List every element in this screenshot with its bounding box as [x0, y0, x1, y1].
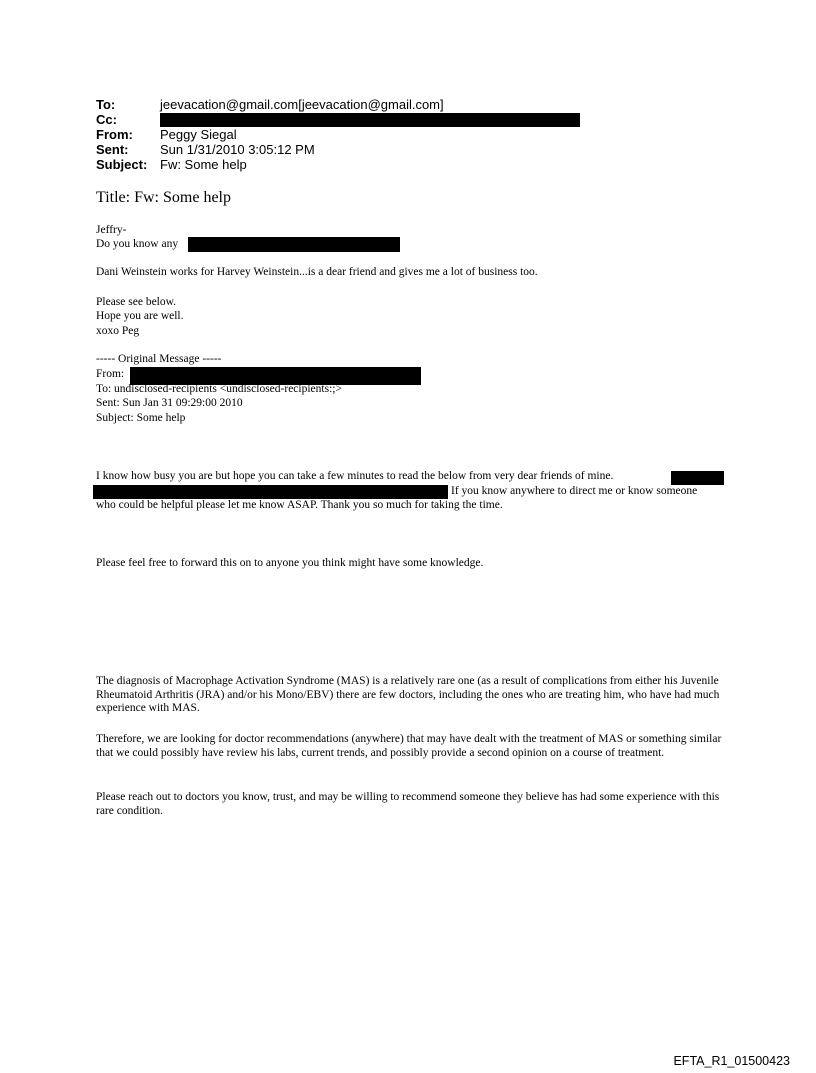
therefore-paragraph: Therefore, we are looking for doctor recommendations (anywhere) that may have dealt with the treatment of MAS or something similar that we could possibly have review his labs, current trends, and possibly provide a second opinion on a course of treatment.: [96, 733, 722, 759]
sent-value: Sun 1/31/2010 3:05:12 PM: [160, 142, 315, 157]
question-line: Do you know any: [96, 238, 179, 250]
sent-label: Sent:: [96, 142, 129, 157]
cc-row: [96, 112, 160, 127]
from-value: Peggy Siegal: [160, 127, 237, 142]
sent-row: [96, 142, 315, 157]
signoff-line: xoxo Peg: [96, 325, 140, 337]
question-redaction: [188, 237, 400, 252]
cc-label: Cc:: [96, 112, 117, 127]
see-below-line: Please see below.: [96, 296, 177, 308]
cc-redaction: [160, 113, 580, 127]
document-title: Title: Fw: Some help: [96, 189, 231, 206]
document-id: EFTA_R1_01500423: [673, 1054, 790, 1068]
subject-label: Subject:: [96, 157, 148, 172]
to-row: [96, 97, 444, 112]
intro-line-2: If you know anywhere to direct me or know someone: [451, 485, 698, 497]
from-label: From:: [96, 127, 133, 142]
intro-line-3: who could be helpful please let me know ASAP. Thank you so much for taking the time.: [96, 499, 503, 511]
subject-value: Fw: Some help: [160, 157, 247, 172]
subject-row: [96, 157, 247, 172]
original-subject-line: Subject: Some help: [96, 412, 186, 424]
greeting: Jeffry-: [96, 224, 127, 236]
original-sent-line: Sent: Sun Jan 31 09:29:00 2010: [96, 397, 243, 409]
dani-line: Dani Weinstein works for Harvey Weinstein...is a dear friend and gives me a lot of business too.: [96, 266, 538, 278]
original-from-line: From:: [96, 368, 125, 380]
intro-redaction-1: [671, 471, 724, 485]
to-label: To:: [96, 97, 116, 112]
hope-line: Hope you are well.: [96, 310, 184, 322]
original-message-divider: ----- Original Message -----: [96, 353, 222, 365]
forward-line: Please feel free to forward this on to anyone you think might have some knowledge.: [96, 557, 484, 569]
intro-line-1: I know how busy you are but hope you can take a few minutes to read the below from very dear friends of mine.: [96, 470, 614, 482]
from-row: [96, 127, 237, 142]
intro-redaction-2: [93, 485, 448, 499]
reach-out-paragraph: Please reach out to doctors you know, trust, and may be willing to recommend someone they believe has had some experience with this rare condition.: [96, 791, 720, 817]
original-to-line: To: undisclosed-recipients <undisclosed-recipients:;>: [96, 383, 342, 395]
to-value: jeevacation@gmail.com[jeevacation@gmail.com]: [160, 97, 444, 112]
diagnosis-paragraph: The diagnosis of Macrophage Activation Syndrome (MAS) is a relatively rare one (as a result of complications from either his Juvenile Rheumatoid Arthritis (JRA) and/or his Mono/EBV) there are few doctors, including the ones who are treating him, who have had much experience with MAS.: [96, 675, 720, 714]
